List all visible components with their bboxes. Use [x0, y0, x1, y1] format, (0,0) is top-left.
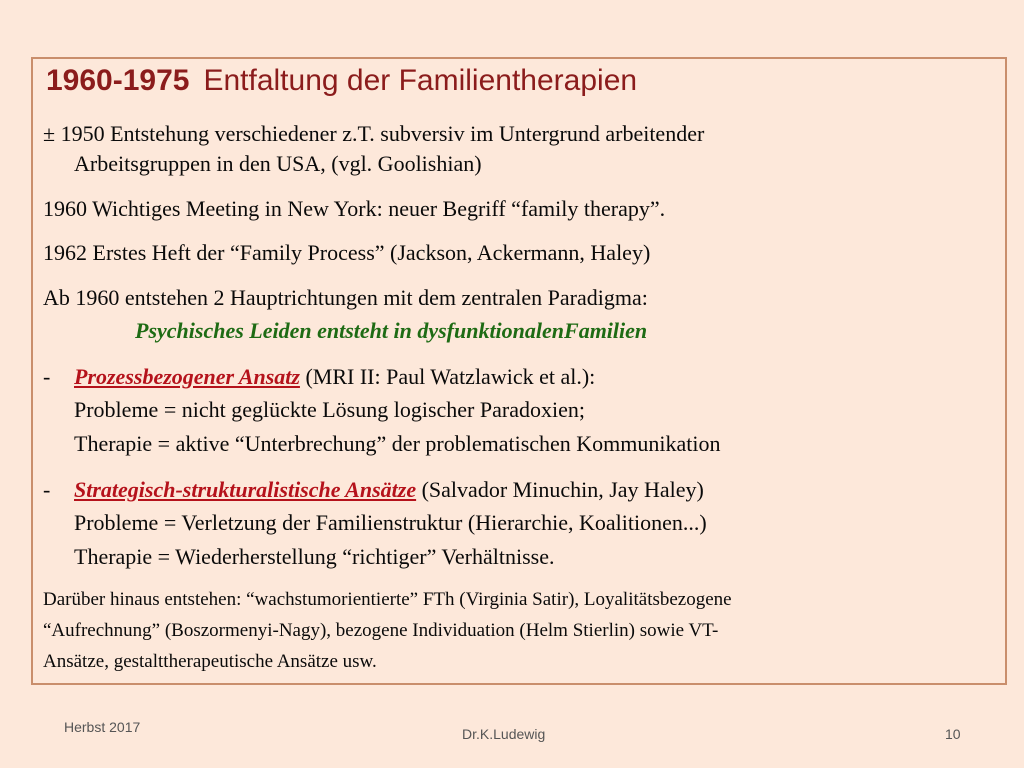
item-1-line-1: ± 1950 Entstehung verschiedener z.T. subversiv im Untergrund arbeitender [43, 121, 705, 146]
approach-2-term: Strategisch-strukturalistische Ansätze [74, 477, 417, 502]
item-5-line-2: Probleme = nicht geglückte Lösung logischer Paradoxien; [74, 397, 585, 422]
item-7-line-2: “Aufrechnung” (Boszormenyi-Nagy), bezogene Individuation (Helm Stierlin) sowie VT- [43, 620, 719, 641]
item-1-line-2: Arbeitsgruppen in den USA, (vgl. Goolishian) [74, 151, 482, 176]
slide-title [46, 64, 637, 98]
item-7-line-1: Darüber hinaus entstehen: “wachstumorientierte” FTh (Virginia Satir), Loyalitätsbezogene [43, 589, 732, 610]
item-6-line-3: Therapie = Wiederherstellung “richtiger” Verhältnisse. [74, 544, 555, 569]
approach-2-row [74, 477, 704, 503]
approach-1-term: Prozessbezogener Ansatz [74, 364, 300, 389]
item-5-line-1 [43, 364, 596, 390]
footer-author: Dr.K.Ludewig [462, 726, 546, 742]
item-6-line-2: Probleme = Verletzung der Familienstruktur (Hierarchie, Koalitionen...) [74, 510, 707, 535]
item-7-line-3: Ansätze, gestalttherapeutische Ansätze usw. [43, 651, 377, 672]
approach-1-row [74, 364, 595, 390]
title-text: Entfaltung der Familientherapien [203, 64, 638, 97]
item-3-line-1: 1962 Erstes Heft der “Family Process” (Jackson, Ackermann, Haley) [43, 240, 651, 265]
paradigm-highlight: Psychisches Leiden entsteht in dysfunktionalenFamilien [135, 318, 648, 343]
item-5-line-3: Therapie = aktive “Unterbrechung” der problematischen Kommunikation [74, 431, 721, 456]
approach-1-rest: (MRI II: Paul Watzlawick et al.): [299, 364, 596, 389]
bullet-dash: - [43, 364, 51, 389]
approach-2-rest: (Salvador Minuchin, Jay Haley) [416, 477, 704, 502]
item-2-line-1: 1960 Wichtiges Meeting in New York: neuer Begriff “family therapy”. [43, 196, 666, 221]
bullet-dash: - [43, 477, 51, 502]
footer-date: Herbst 2017 [64, 719, 141, 735]
item-4-line-1: Ab 1960 entstehen 2 Hauptrichtungen mit dem zentralen Paradigma: [43, 285, 648, 310]
item-6-line-1 [43, 477, 704, 503]
title-year: 1960-1975 [46, 64, 190, 97]
page-number: 10 [945, 726, 961, 742]
